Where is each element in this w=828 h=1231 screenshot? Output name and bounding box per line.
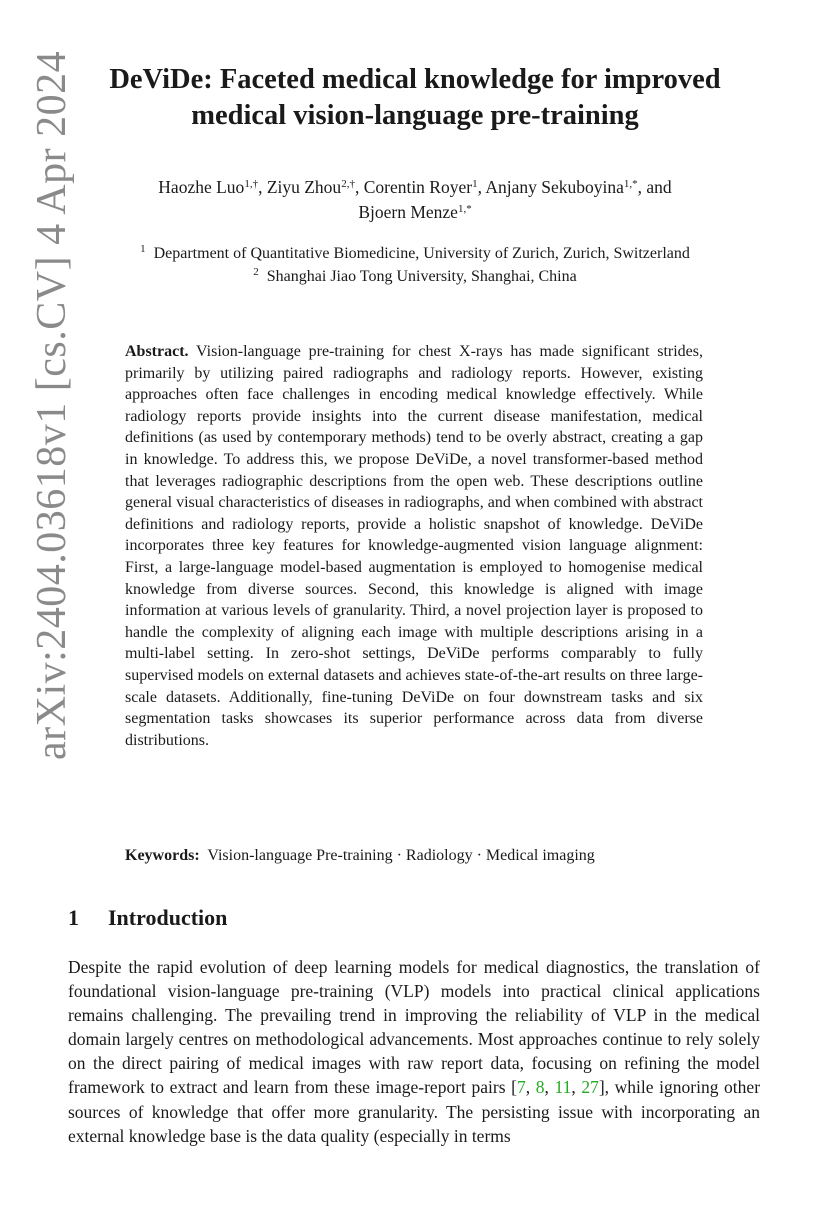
author: Bjoern Menze$^{1,*}$	[358, 202, 472, 222]
author-list: Haozhe Luo$^{1,\dagger}$, Ziyu Zhou$^{2,\dagger}$, Corentin Royer$^1$, Anjany Sekuboyina$^{1,*}$, and Bjoern Menze$^{1,*}$	[158, 177, 672, 222]
keywords	[125, 845, 725, 867]
citation-link[interactable]: 8	[535, 1077, 545, 1098]
keywords-text: Vision-language Pre-training · Radiology · Medical imaging	[207, 847, 595, 864]
author: Haozhe Luo$^{1,\dagger}$	[158, 177, 259, 197]
abstract	[125, 341, 703, 751]
section-number: 1	[68, 905, 79, 930]
title-line-1: DeViDe: Faceted medical knowledge for improved	[109, 64, 721, 95]
section-title: Introduction	[108, 905, 228, 930]
paper-title	[60, 62, 770, 134]
author: Ziyu Zhou$^{2,\dagger}$	[266, 177, 355, 197]
keywords-label: Keywords:	[125, 847, 200, 864]
citation-link[interactable]: 11	[554, 1077, 572, 1098]
citation-link[interactable]: 27	[581, 1077, 599, 1098]
citation-link[interactable]: 7	[516, 1077, 526, 1098]
affiliation-item: $^1$ Department of Quantitative Biomedicine, University of Zurich, Zurich, Switzerland	[140, 243, 690, 262]
arxiv-identifier: arXiv:2404.03618v1 [cs.CV] 4 Apr 2024	[29, 50, 75, 760]
abstract-label: Abstract.	[125, 343, 189, 360]
title-line-2: medical vision-language pre-training	[191, 100, 639, 131]
affiliation-item: $^2$ Shanghai Jiao Tong University, Shanghai, China	[253, 266, 577, 285]
introduction-paragraph: Despite the rapid evolution of deep learning models for medical diagnostics, the translation of foundational vision-language pre-training (VLP) models into practical clinical applications remains challenging. The prevailing trend in improving the reliability of VLP in the medical domain largely centres on methodological advancements. Most approaches continue to rely solely on the direct pairing of medical images with raw report data, focusing on refining the model framework to extract and learn from these image-report pairs [7, 8, 11, 27], while ignoring other sources of knowledge that offer more granularity. The persisting issue with incorporating an external knowledge base is the data quality (especially in terms	[68, 957, 761, 1146]
section-heading	[68, 903, 227, 933]
author: Anjany Sekuboyina$^{1,*}$	[485, 177, 638, 197]
abstract-text: Vision-language pre-training for chest X-rays has made significant strides, primarily by utilizing paired radiographs and radiology reports. However, existing approaches often face challenges in encoding medical knowledge effectively. While radiology reports provide insights into the current disease manifestation, medical definitions (as used by contemporary methods) tend to be overly abstract, creating a gap in knowledge. To address this, we propose DeViDe, a novel transformer-based method that leverages radiographic descriptions from the open web. These descriptions outline general visual characteristics of diseases in radiographs, and when combined with abstract definitions and radiology reports, provide a holistic snapshot of knowledge. DeViDe incorporates three key features for knowledge-augmented vision language alignment: First, a large-language model-based augmentation is employed to homogenise medical knowledge from diverse sources. Second, this knowledge is aligned with image information at various levels of granularity. Third, a novel projection layer is proposed to handle the complexity of aligning each image with multiple descriptions arising in a multi-label setting. In zero-shot settings, DeViDe performs comparably to fully supervised models on external datasets and achieves state-of-the-art results on three large-scale datasets. Additionally, fine-tuning DeViDe on four downstream tasks and six segmentation tasks showcases its superior performance across data from diverse distributions.	[125, 343, 703, 749]
author: Corentin Royer$^1$	[363, 177, 478, 197]
affiliations	[60, 242, 770, 288]
